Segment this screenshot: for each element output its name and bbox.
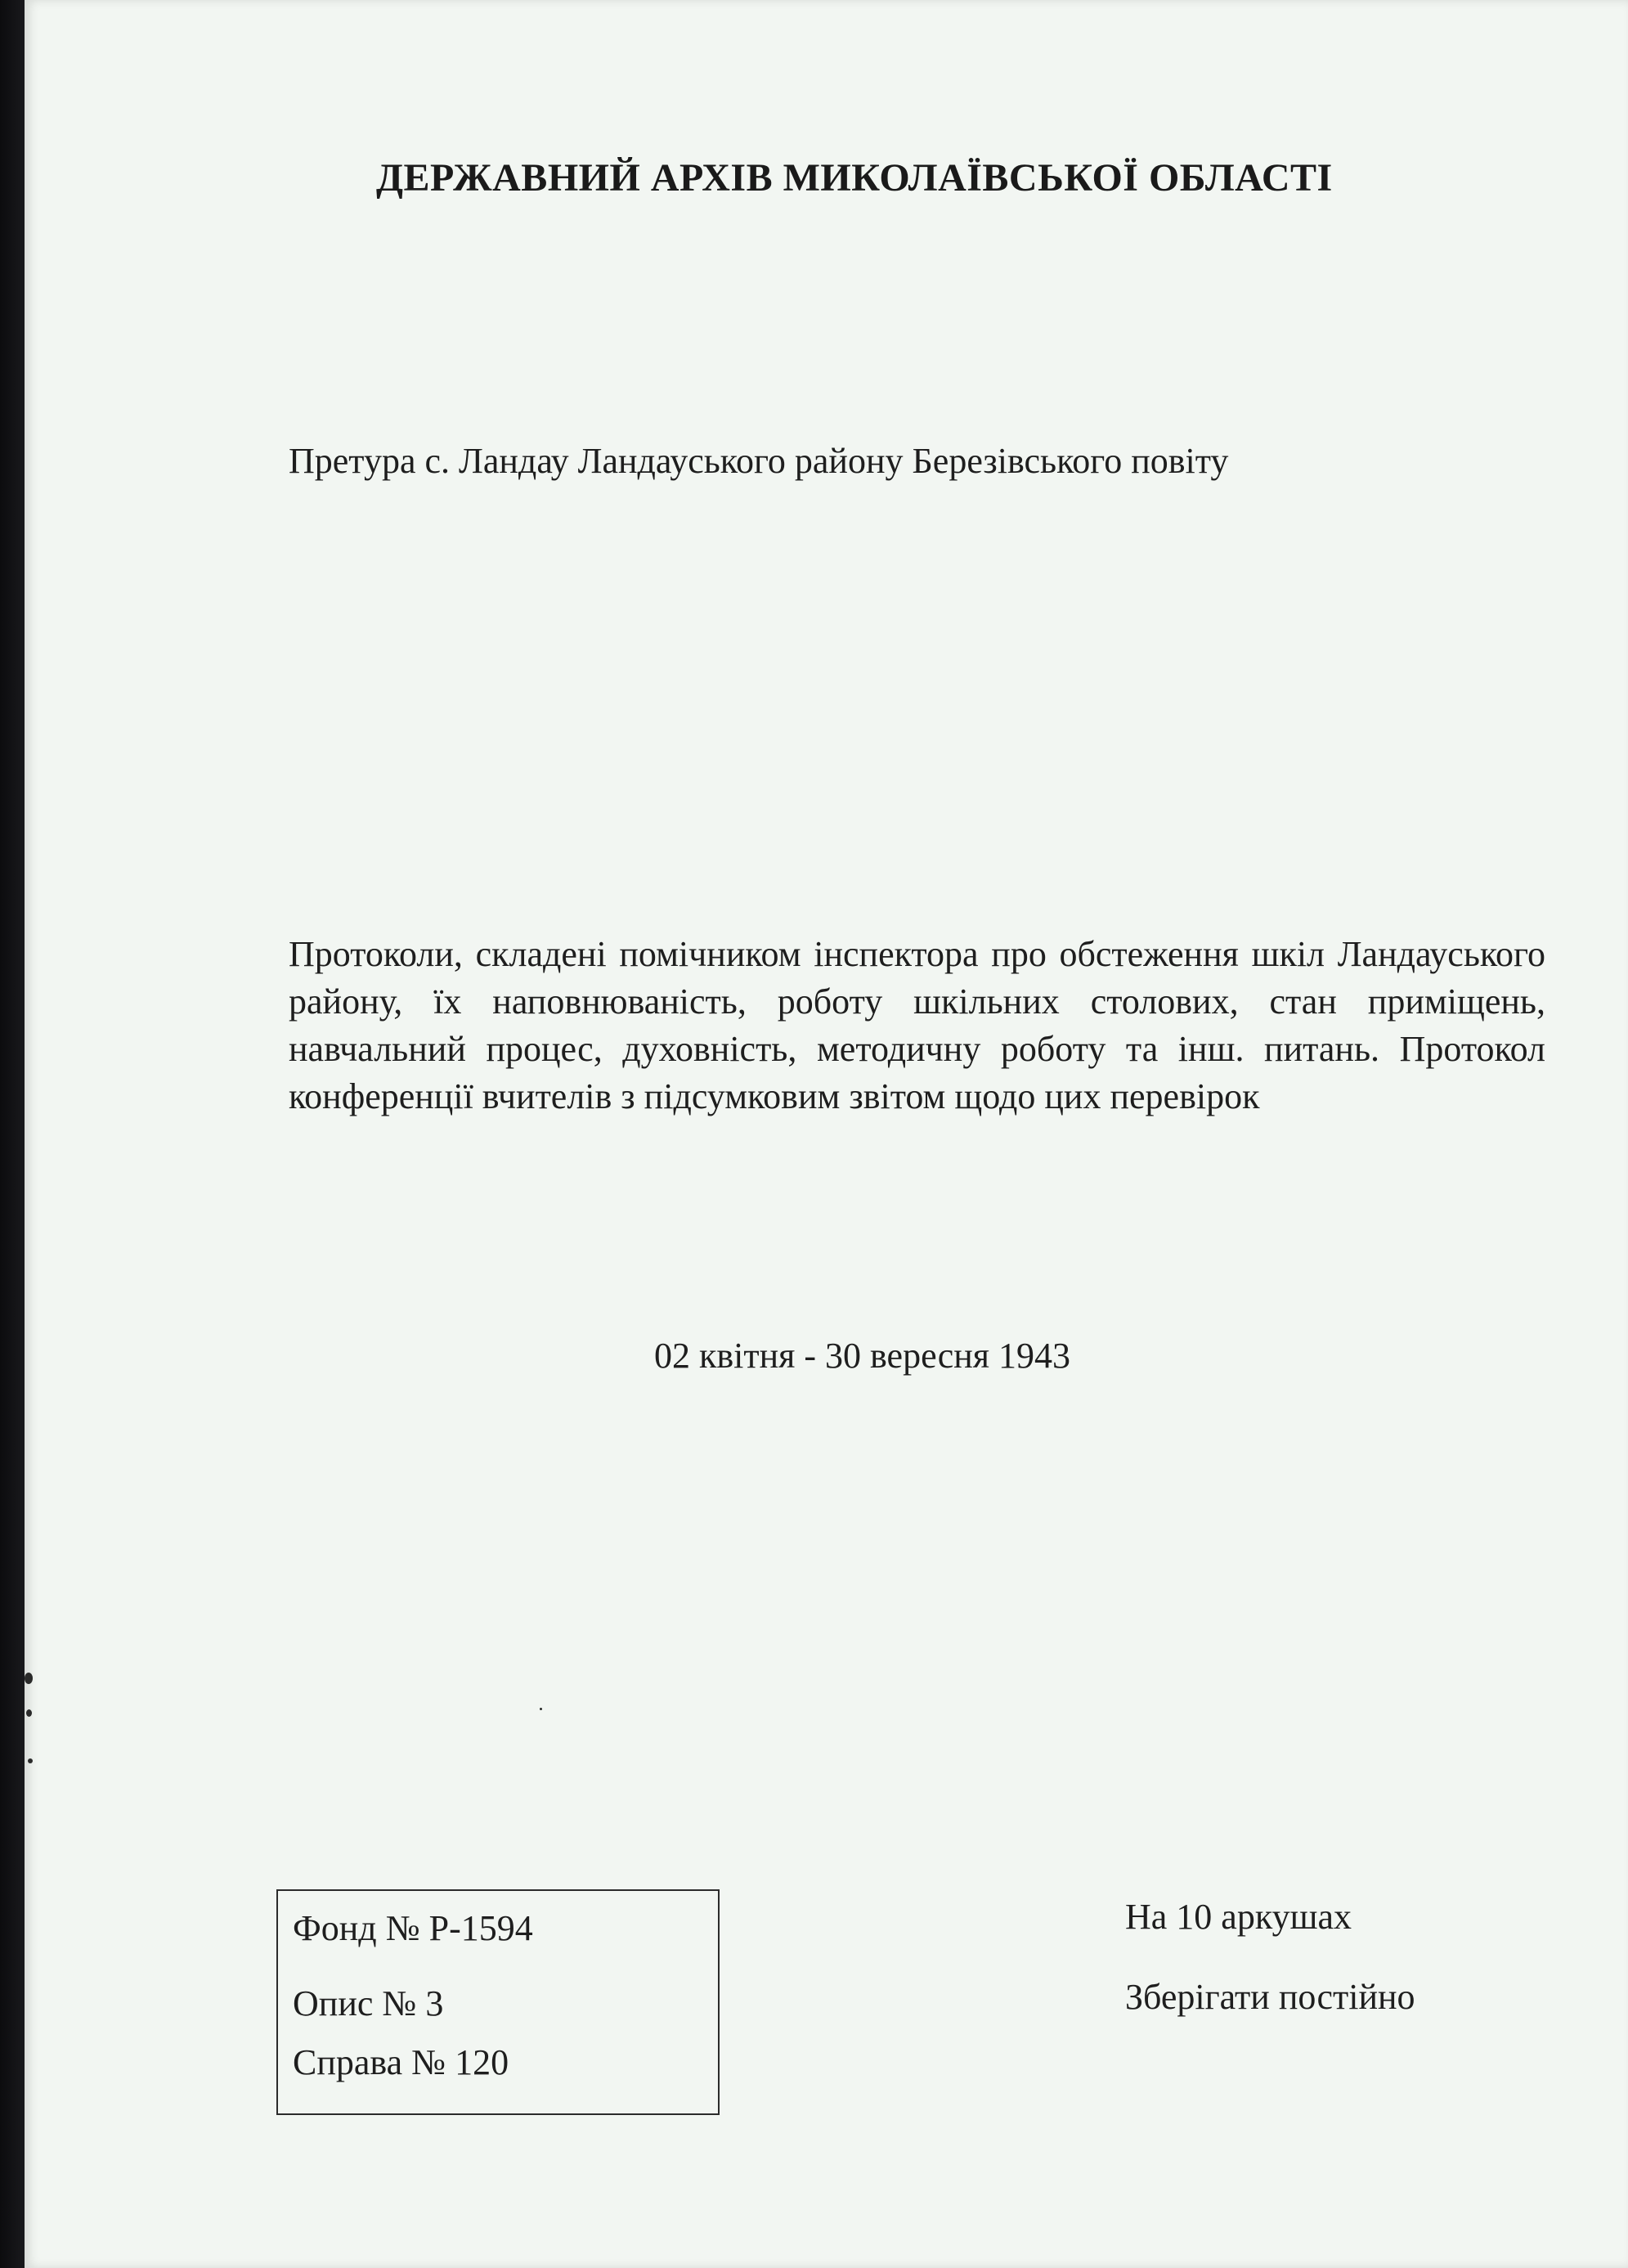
sprava-number: Справа № 120 [293, 2042, 509, 2082]
opys-number: Опис № 3 [293, 1983, 444, 2023]
institution-name: Претура с. Ландау Ландауського району Березівського повіту [289, 441, 1229, 481]
retention-note: Зберігати постійно [1125, 1977, 1415, 2017]
scan-speck [540, 1708, 542, 1710]
document-page [25, 0, 1628, 2268]
archive-title: ДЕРЖАВНИЙ АРХІВ МИКОЛАЇВСЬКОЇ ОБЛАСТІ [376, 156, 1333, 200]
scan-speck [26, 1709, 32, 1717]
fond-number: Фонд № Р-1594 [293, 1908, 533, 1948]
sheet-count: На 10 аркушах [1125, 1897, 1352, 1937]
archive-reference-box [276, 1889, 720, 2115]
scan-speck [28, 1758, 33, 1763]
case-description: Протоколи, складені помічником інспектора про обстеження шкіл Ландауського району, їх наповнюваність, роботу шкільних столових, стан приміщень, навчальний процес, духовність, методичну роботу та інш. питань. Протокол конференції вчителів з підсумковим звітом щодо цих перевірок [289, 934, 1545, 1116]
scan-speck [25, 1673, 33, 1684]
date-range: 02 квітня - 30 вересня 1943 [654, 1336, 1071, 1376]
